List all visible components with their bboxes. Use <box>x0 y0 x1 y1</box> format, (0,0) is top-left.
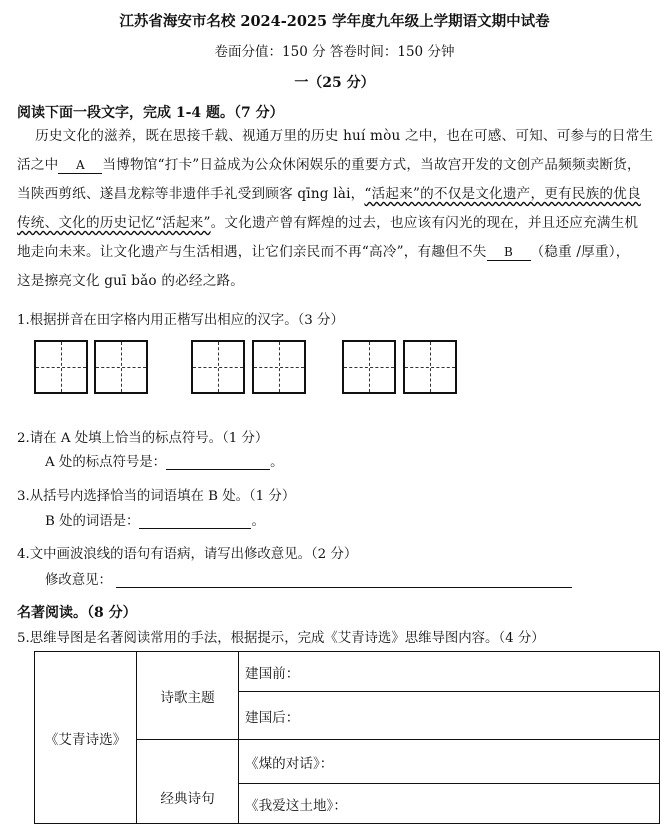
tianzige-box-1[interactable] <box>34 340 88 394</box>
classics-heading: 名著阅读。（8 分） <box>17 605 137 621</box>
reading-line-6: 这是擦亮文化 guī bǎo 的必经之路。 <box>17 273 245 289</box>
exam-subtitle: 卷面分值：150 分 答卷时间：150 分钟 <box>214 44 455 60</box>
tianzige-box-3[interactable] <box>191 340 245 394</box>
tianzige-box-2[interactable] <box>94 340 148 394</box>
question-1: 1.根据拼音在田字格内用正楷写出相应的汉字。（3 分） <box>17 313 344 328</box>
question-2-answer: A 处的标点符号是： 。 <box>45 455 284 470</box>
classic-lines-cell: 经典诗句 <box>137 740 239 824</box>
reading-line-2: 活之中 A 当博物馆“打卡”日益成为公众休闲娱乐的重要方式，当故宫开发的文创产品频频卖断货， <box>17 157 641 173</box>
question-4: 4.文中画波浪线的语句有语病，请写出修改意见。（2 分） <box>17 547 358 562</box>
wavy-sentence-part-2: 传统、文化的历史记忆“活起来” <box>17 215 211 231</box>
poem-land-cell[interactable]: 《我爱这土地》： <box>239 784 660 824</box>
answer-blank-revision[interactable] <box>116 573 572 588</box>
tianzige-grids <box>34 340 494 396</box>
tianzige-box-6[interactable] <box>403 340 457 394</box>
question-2: 2.请在 A 处填上恰当的标点符号。（1 分） <box>17 431 269 446</box>
book-title-cell: 《艾青诗选》 <box>35 652 137 824</box>
question-3-answer: B 处的词语是： 。 <box>45 514 265 529</box>
question-3: 3.从括号内选择恰当的词语填在 B 处。（1 分） <box>17 489 296 504</box>
question-4-answer: 修改意见： <box>45 569 572 588</box>
mind-map-table <box>34 651 660 824</box>
reading-heading: 阅读下面一段文字，完成 1-4 题。（7 分） <box>17 105 284 121</box>
question-5: 5.思维导图是名著阅读常用的手法，根据提示，完成《艾青诗选》思维导图内容。（4 分） <box>17 631 545 646</box>
reading-line-4: 传统、文化的历史记忆“活起来”。文化遗产曾有辉煌的过去，也应该有闪光的现在，并且还应充满生机 <box>17 215 639 231</box>
exam-title: 江苏省海安市名校 2024-2025 学年度九年级上学期语文期中试卷 <box>119 13 550 30</box>
tianzige-box-4[interactable] <box>252 340 306 394</box>
blank-a[interactable]: A <box>58 157 102 174</box>
wavy-sentence-part-1: “活起来”的不仅是文化遗产，更有民族的优良 <box>364 186 641 202</box>
blank-b[interactable]: B <box>487 244 531 261</box>
before-founding-cell[interactable]: 建国前： <box>239 652 660 692</box>
reading-line-5: 地走向未来。让文化遗产与生活相遇，让它们亲民而不再“高冷”，有趣但不失 B （稳重 /厚重）， <box>17 244 630 260</box>
poem-coal-cell[interactable]: 《煤的对话》： <box>239 740 660 784</box>
reading-line-3: 当陕西剪纸、遂昌龙粽等非遗伴手礼受到顾客 qīng lài，“活起来”的不仅是文化遗产，更有民族的优良 <box>17 186 641 202</box>
section-heading: 一（25 分） <box>294 75 375 91</box>
answer-blank-b[interactable] <box>139 514 251 529</box>
theme-cell: 诗歌主题 <box>137 652 239 740</box>
answer-blank-a[interactable] <box>166 455 270 470</box>
after-founding-cell[interactable]: 建国后： <box>239 692 660 740</box>
tianzige-box-5[interactable] <box>342 340 396 394</box>
reading-line-1: 历史文化的滋养，既在思接千载、视通万里的历史 huí mòu 之中，也在可感、可知、可参与的日常生 <box>17 128 654 144</box>
